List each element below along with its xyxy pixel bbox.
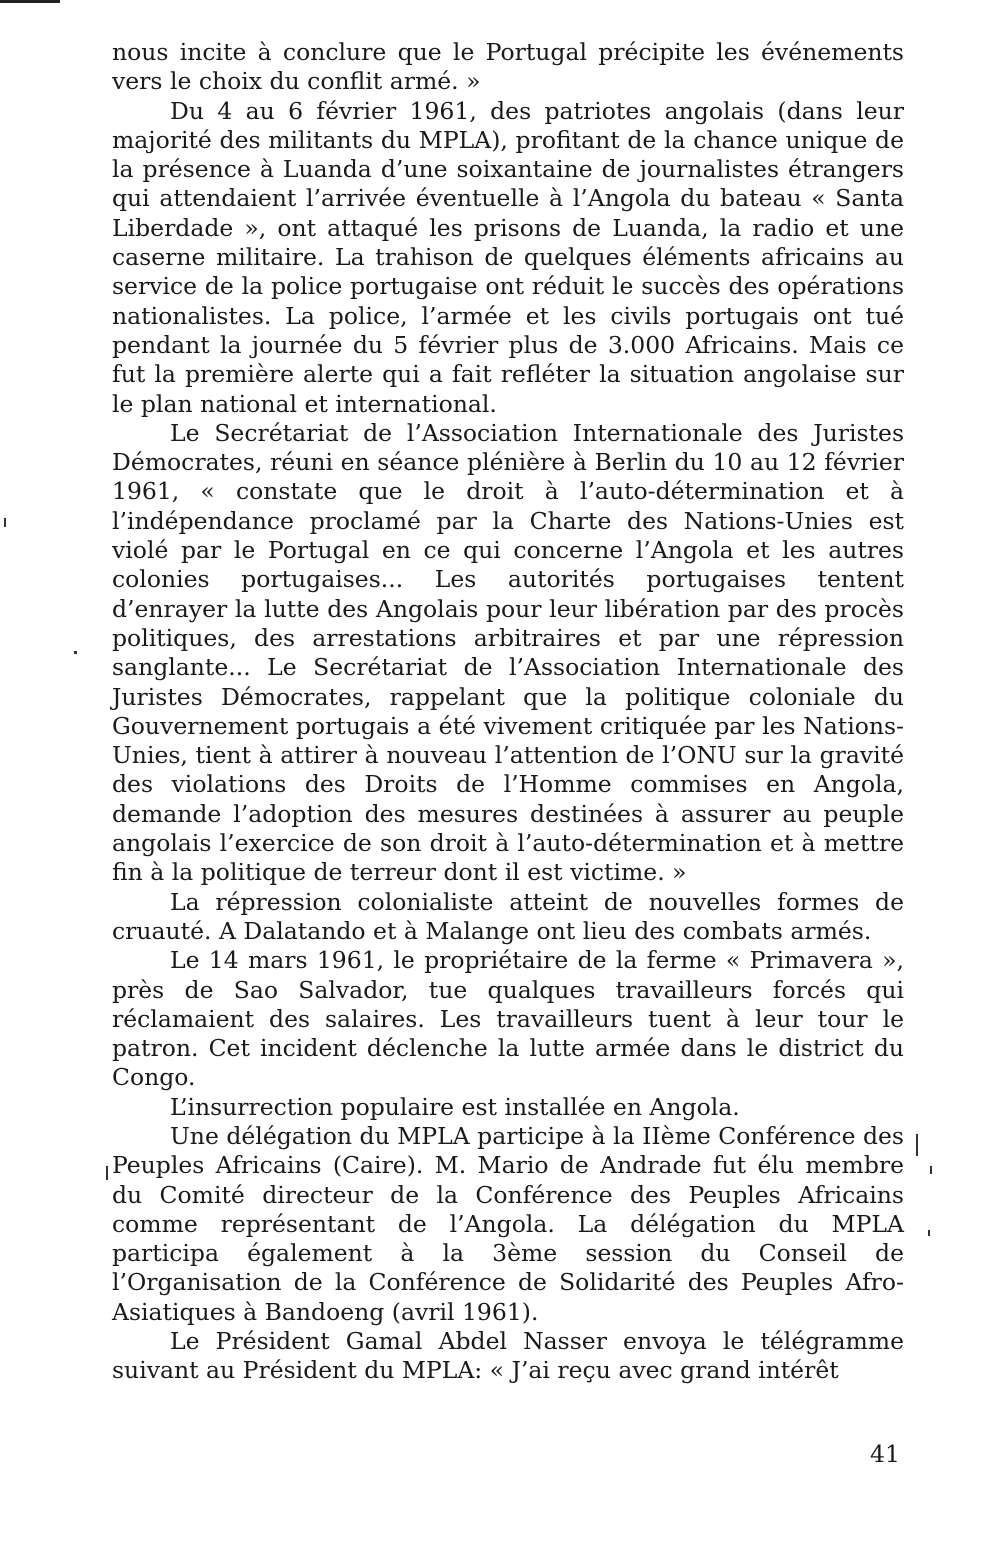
scan-edge-mark (0, 0, 60, 3)
paragraph-february-attack: Du 4 au 6 février 1961, des patriotes angolais (dans leur majorité des militants du MPLA), profitant de la chance unique de la présence à Luanda d’une soixantaine de journalistes étrangers qui attendaient l’arrivée éventuelle à l’Angola du bateau « Santa Liberdade », ont attaqué les prisons de Luanda, la radio et une caserne militaire. La trahison de quelques éléments africains au service de la police portugaise ont réduit le succès des opérations nationalistes. La police, l’armée et les civils portugais ont tué pendant la journée du 5 février plus de 3.000 Africains. Mais ce fut la première alerte qui a fait refléter la situation angolaise sur le plan national et international. (112, 96, 904, 418)
scan-speck (916, 1134, 918, 1156)
paragraph-repression: La répression colonialiste atteint de nouvelles formes de cruauté. A Dalatando et à Malange ont lieu des combats armés. (112, 887, 904, 945)
paragraph-continuation: nous incite à conclure que le Portugal précipite les événements vers le choix du conflit armé. » (112, 38, 904, 96)
scan-speck (4, 518, 6, 527)
paragraph-jurists-association: Le Secrétariat de l’Association Internationale des Juristes Démocrates, réuni en séance plénière à Berlin du 10 au 12 février 1961, « constate que le droit à l’auto-détermination et à l’indépendance proclamé par la Charte des Nations-Unies est violé par le Portugal en ce qui concerne l’Angola et les autres colonies portugaises... Les autorités portugaises tentent d’enrayer la lutte des Angolais pour leur libération par des procès politiques, des arrestations arbitraires et par une répression sanglante... Le Secrétariat de l’Association Internationale des Juristes Démocrates, rappelant que la politique coloniale du Gouvernement portugais a été vivement critiquée par les Nations-Unies, tient à attirer à nouveau l’attention de l’ONU sur la gravité des violations des Droits de l’Homme commises en Angola, demande l’adoption des mesures destinées à assurer au peuple angolais l’exercice de son droit à l’auto-détermination et à mettre fin à la politique de terreur dont il est victime. » (112, 418, 904, 887)
page-number: 41 (870, 1440, 900, 1468)
scan-speck (928, 1230, 930, 1236)
scan-speck (106, 1166, 108, 1180)
paragraph-march-incident: Le 14 mars 1961, le propriétaire de la ferme « Primavera », près de Sao Salvador, tue qualques travailleurs forcés qui réclamaient des salaires. Les travailleurs tuent à leur tour le patron. Cet incident déclenche la lutte armée dans le district du Congo. (112, 946, 904, 1092)
paragraph-mpla-delegation: Une délégation du MPLA participe à la IIème Conférence des Peuples Africains (Caire). M. Mario de Andrade fut élu membre du Comité directeur de la Conférence des Peuples Africains comme représentant de l’Angola. La délégation du MPLA participa également à la 3ème session du Conseil de l’Organisation de la Conférence de Solidarité des Peuples Afro-Asiatiques à Bandoeng (avril 1961). (112, 1121, 904, 1326)
scan-speck (74, 651, 77, 654)
paragraph-nasser-telegram: Le Président Gamal Abdel Nasser envoya le télégramme suivant au Président du MPLA: « J’ai reçu avec grand intérêt (112, 1327, 904, 1385)
scan-speck (930, 1166, 932, 1174)
paragraph-insurrection: L’insurrection populaire est installée en Angola. (170, 1092, 740, 1121)
body-text (112, 38, 904, 1386)
